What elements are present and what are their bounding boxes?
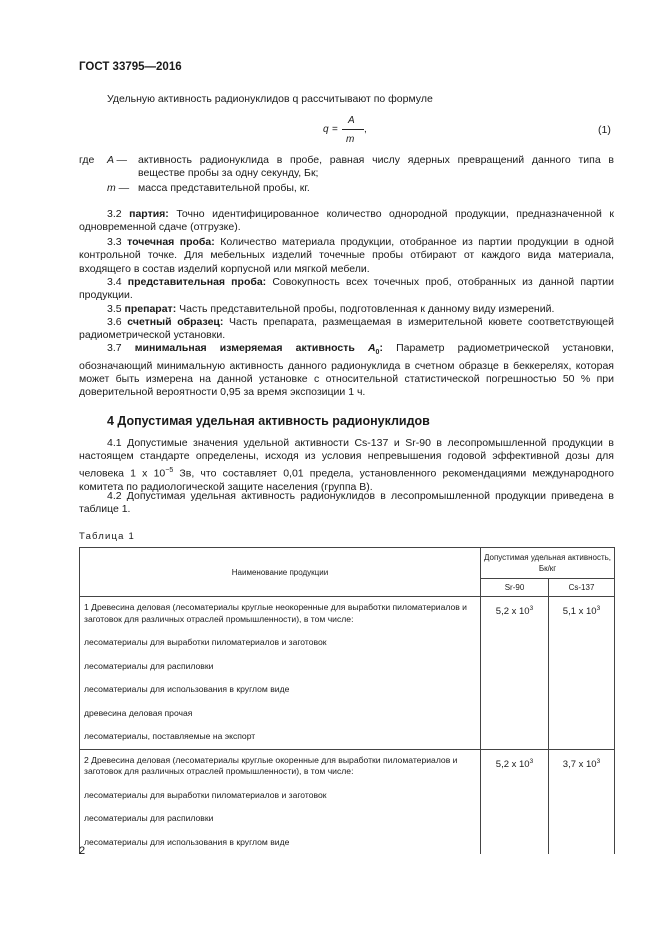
where-a-symbol: A —	[107, 154, 128, 166]
definition-3-3	[79, 236, 614, 276]
column-header-cs137: Cs-137	[549, 579, 615, 597]
definition-number: 3.7	[107, 342, 122, 354]
definition-subscript: 0	[375, 349, 380, 357]
table-row	[80, 597, 615, 750]
formula-equals: =	[332, 124, 338, 135]
table-caption: Таблица 1	[79, 531, 135, 542]
formula	[318, 115, 378, 147]
formula-fraction-bar	[342, 129, 364, 130]
product-title: 1 Древесина деловая (лесоматериалы круглые неокоренные для выработки пиломатериалов и заготовок для различных отраслей промышленности), в том числе:	[84, 602, 467, 624]
table-header-row	[80, 548, 615, 579]
definition-term: минимальная измеряемая активность	[134, 342, 355, 354]
definition-text: Точно идентифицированное количество однородной продукции, предназначенной к одновременной сдаче (отгрузке).	[79, 208, 614, 234]
cs137-value: 3,7 x $10^3$	[549, 749, 615, 854]
definition-text: Часть препарата, размещаемая в измерительной кювете соответствующей радиометрической установки.	[79, 316, 614, 342]
column-header-sr90: Sr-90	[481, 579, 549, 597]
where-m-symbol: m —	[107, 182, 130, 194]
formula-denominator: m	[346, 134, 355, 145]
definition-3-6	[79, 316, 614, 343]
paragraph-4-1-part-b: Зв, что составляет 0,01 предела, установленного рекомендациями международного комитета по радиологической защите населения (группа В).	[79, 467, 615, 493]
product-cell	[80, 749, 481, 854]
definition-3-4	[79, 276, 614, 303]
product-subitem: древесина деловая прочая	[84, 707, 193, 718]
where-m-text: масса представительной пробы, кг.	[138, 182, 310, 194]
definition-text: Часть представительной пробы, подготовленная к данному виду измерений.	[176, 303, 555, 315]
definition-number: 3.4	[107, 276, 122, 288]
definition-term: счетный образец:	[127, 316, 224, 328]
definition-number: 3.6	[107, 316, 122, 328]
paragraph-4-1-exponent: −5	[165, 466, 174, 474]
where-a-text: активность радионуклида в пробе, равная числу ядерных превращений данного типа в веществе пробы за одну секунду, Бк;	[138, 154, 614, 180]
product-title: 2 Древесина деловая (лесоматериалы круглые окоренные для выработки пиломатериалов и заготовок для различных отраслей промышленности), в том числе:	[84, 754, 458, 776]
column-header-name: Наименование продукции	[80, 548, 481, 597]
formula-intro: Удельную активность радионуклидов q рассчитывают по формуле	[107, 93, 433, 105]
document-header: ГОСТ 33795—2016	[79, 61, 182, 73]
definition-text: Параметр радиометрической установки, обозначающий минимальную активность данного радионуклида в счетном образце в беккерелях, которая может быть измерена на данной установке с относительной статистической погрешностью 50 % при доверительной вероятности 0,95 за время экспозиции 1 ч.	[79, 342, 614, 399]
activity-table	[79, 547, 615, 854]
product-cell	[80, 597, 481, 750]
definition-term: точечная проба:	[127, 236, 215, 248]
table-row	[80, 749, 615, 854]
definition-3-7	[79, 342, 614, 400]
product-subitem: лесоматериалы для выработки пиломатериалов и заготовок	[84, 637, 327, 647]
definition-colon: :	[379, 342, 383, 354]
product-subitem: лесоматериалы для использования в круглом виде	[84, 684, 290, 694]
definition-term: препарат:	[124, 303, 177, 315]
definition-number: 3.5	[107, 303, 122, 315]
definition-symbol: A	[367, 342, 376, 354]
definition-number: 3.3	[107, 236, 122, 248]
definition-number: 3.2	[107, 208, 122, 220]
product-subitem: лесоматериалы для выработки пиломатериалов и заготовок	[84, 789, 327, 800]
product-subitem: лесоматериалы для использования в круглом виде	[84, 836, 290, 847]
product-subitem: лесоматериалы, поставляемые на экспорт	[84, 731, 256, 741]
section-heading: 4 Допустимая удельная активность радионуклидов	[107, 414, 430, 428]
paragraph-4-1	[79, 437, 614, 494]
definition-3-2	[79, 208, 614, 235]
sr90-value: 5,2 x $10^3$	[481, 749, 549, 854]
where-label: где	[79, 154, 95, 166]
definition-term: партия:	[129, 208, 169, 220]
page-number: 2	[79, 845, 86, 857]
formula-lhs: q	[323, 124, 329, 135]
product-subitem: лесоматериалы для распиловки	[84, 660, 214, 671]
paragraph-4-1-part-a: 4.1 Допустимые значения удельной активности Cs-137 и Sr-90 в лесопромышленной продукции в настоящем стандарте определены, исходя из условия непревышения годовой эффективной дозы для человека 1 x 10	[79, 437, 614, 480]
sr90-value: 5,2 x $10^3$	[481, 597, 549, 750]
formula-number: (1)	[598, 124, 611, 136]
definition-3-5	[79, 303, 614, 316]
column-header-activity: Допустимая удельная активность, Бк/кг	[481, 548, 615, 579]
paragraph-4-2: 4.2 Допустимая удельная активность радионуклидов в лесопромышленной продукции приведена в таблице 1.	[79, 490, 614, 516]
definition-text: Количество материала продукции, отобранное из партии продукции в одной контрольной точке. Для мебельных изделий точечные пробы отбирают от каждого вида материала, входящего в состав изделий корпусной или мягкой мебели.	[79, 236, 615, 275]
definition-text: Совокупность всех точечных проб, отобранных из данной партии продукции.	[79, 276, 614, 302]
formula-trail: ,	[364, 124, 367, 135]
formula-numerator: A	[348, 115, 355, 126]
product-subitem: лесоматериалы для распиловки	[84, 813, 214, 823]
cs137-value: 5,1 x $10^3$	[549, 597, 615, 750]
definition-term: представительная проба:	[127, 276, 267, 288]
